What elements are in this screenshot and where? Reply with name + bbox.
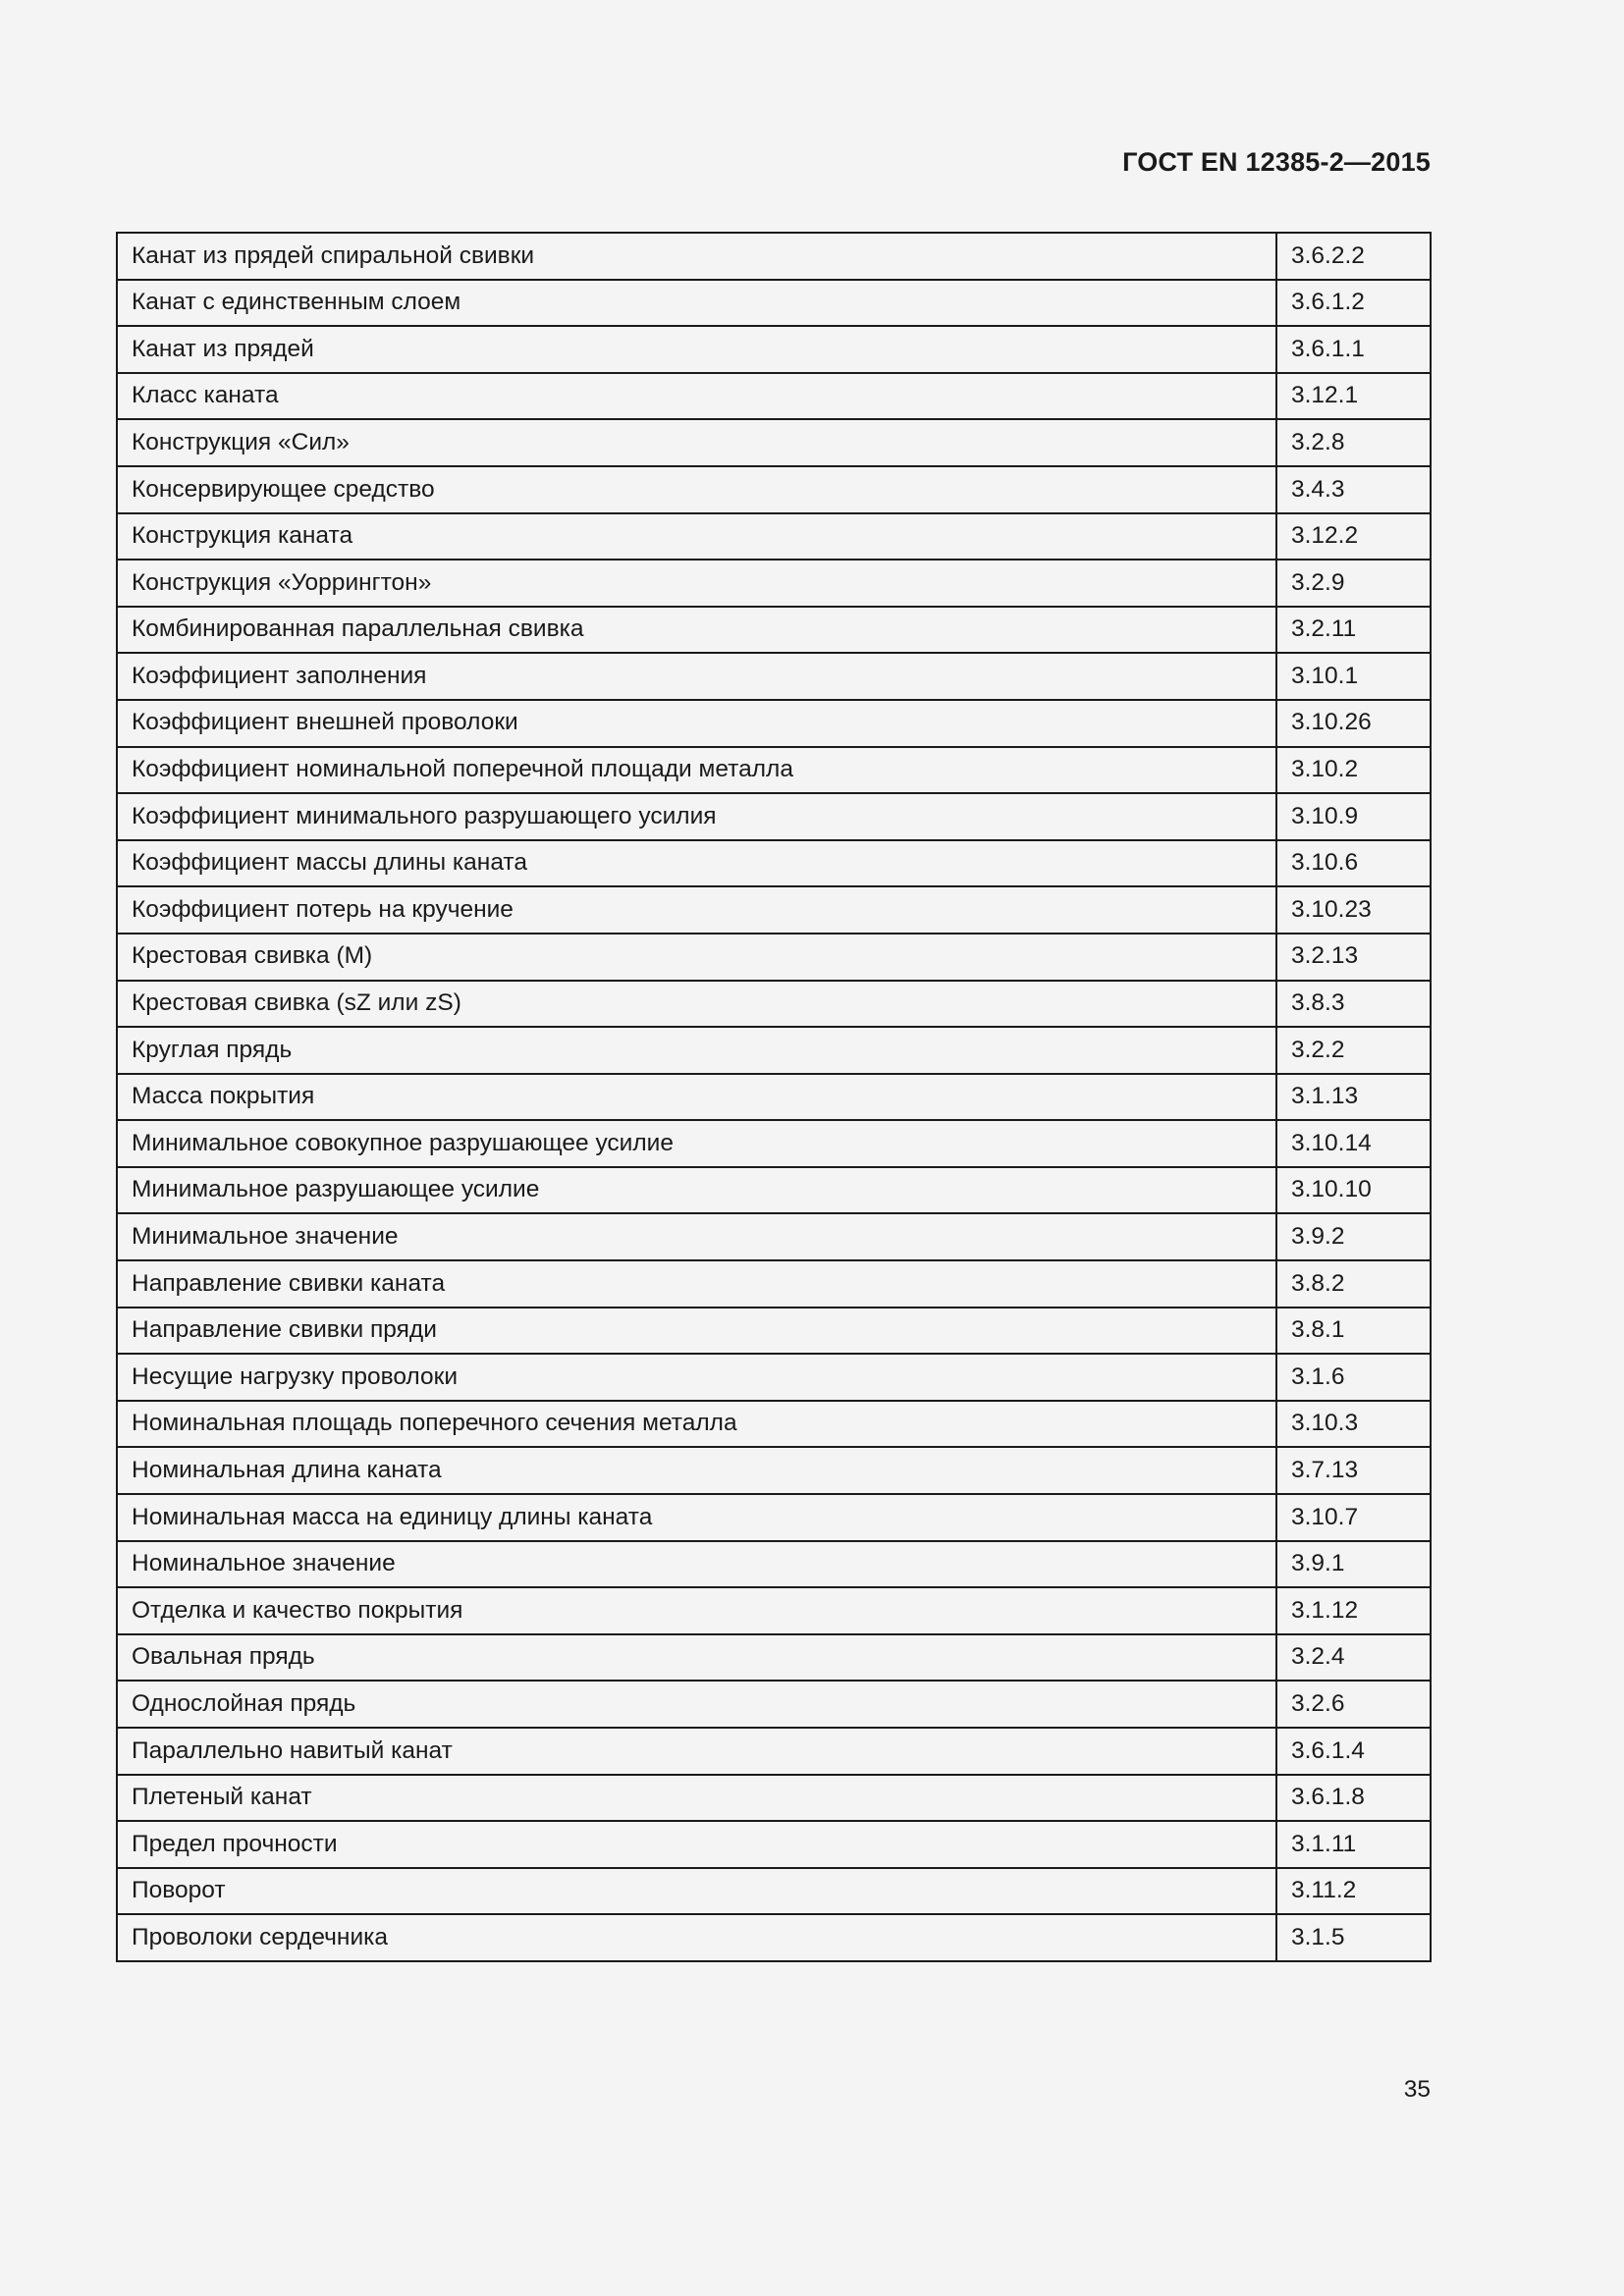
clause-reference-cell: 3.6.1.4 (1276, 1728, 1431, 1775)
terms-index-body (117, 233, 1431, 1961)
table-row (117, 466, 1431, 513)
term-cell: Проволоки сердечника (117, 1914, 1276, 1961)
term-cell: Параллельно навитый канат (117, 1728, 1276, 1775)
table-row (117, 607, 1431, 654)
clause-reference-cell: 3.2.2 (1276, 1027, 1431, 1074)
table-row (117, 1260, 1431, 1308)
table-row (117, 1401, 1431, 1448)
clause-reference-cell: 3.6.1.1 (1276, 326, 1431, 373)
clause-reference-cell: 3.1.11 (1276, 1821, 1431, 1868)
term-cell: Коэффициент номинальной поперечной площади металла (117, 747, 1276, 794)
term-cell: Масса покрытия (117, 1074, 1276, 1121)
term-cell: Направление свивки пряди (117, 1308, 1276, 1355)
document-code: ГОСТ EN 12385-2—2015 (1122, 147, 1431, 177)
clause-reference-cell: 3.6.2.2 (1276, 233, 1431, 280)
table-row (117, 1308, 1431, 1355)
clause-reference-cell: 3.12.2 (1276, 513, 1431, 561)
table-row (117, 1447, 1431, 1494)
term-cell: Коэффициент заполнения (117, 653, 1276, 700)
clause-reference-cell: 3.8.1 (1276, 1308, 1431, 1355)
clause-reference-cell: 3.2.11 (1276, 607, 1431, 654)
term-cell: Круглая прядь (117, 1027, 1276, 1074)
table-row (117, 233, 1431, 280)
clause-reference-cell: 3.1.6 (1276, 1354, 1431, 1401)
table-row (117, 1728, 1431, 1775)
clause-reference-cell: 3.6.1.2 (1276, 280, 1431, 327)
table-row (117, 981, 1431, 1028)
clause-reference-cell: 3.10.26 (1276, 700, 1431, 747)
clause-reference-cell: 3.10.6 (1276, 840, 1431, 887)
table-row (117, 886, 1431, 934)
table-row (117, 793, 1431, 840)
clause-reference-cell: 3.1.12 (1276, 1587, 1431, 1634)
term-cell: Канат из прядей (117, 326, 1276, 373)
term-cell: Коэффициент внешней проволоки (117, 700, 1276, 747)
term-cell: Направление свивки каната (117, 1260, 1276, 1308)
clause-reference-cell: 3.9.2 (1276, 1213, 1431, 1260)
term-cell: Плетеный канат (117, 1775, 1276, 1822)
term-cell: Коэффициент минимального разрушающего усилия (117, 793, 1276, 840)
term-cell: Конструкция каната (117, 513, 1276, 561)
table-row (117, 513, 1431, 561)
table-row (117, 1681, 1431, 1728)
table-row (117, 1074, 1431, 1121)
term-cell: Канат с единственным слоем (117, 280, 1276, 327)
term-cell: Конструкция «Сил» (117, 419, 1276, 466)
clause-reference-cell: 3.10.3 (1276, 1401, 1431, 1448)
clause-reference-cell: 3.2.6 (1276, 1681, 1431, 1728)
clause-reference-cell: 3.6.1.8 (1276, 1775, 1431, 1822)
table-row (117, 373, 1431, 420)
table-row (117, 934, 1431, 981)
table-row (117, 653, 1431, 700)
term-cell: Коэффициент массы длины каната (117, 840, 1276, 887)
table-row (117, 1587, 1431, 1634)
term-cell: Минимальное значение (117, 1213, 1276, 1260)
table-row (117, 560, 1431, 607)
table-row (117, 1167, 1431, 1214)
term-cell: Крестовая свивка (sZ или zS) (117, 981, 1276, 1028)
table-row (117, 1541, 1431, 1588)
term-cell: Конструкция «Уоррингтон» (117, 560, 1276, 607)
clause-reference-cell: 3.2.13 (1276, 934, 1431, 981)
table-row (117, 1775, 1431, 1822)
clause-reference-cell: 3.10.9 (1276, 793, 1431, 840)
clause-reference-cell: 3.10.14 (1276, 1120, 1431, 1167)
table-row (117, 1868, 1431, 1915)
term-cell: Овальная прядь (117, 1634, 1276, 1682)
clause-reference-cell: 3.9.1 (1276, 1541, 1431, 1588)
table-row (117, 1494, 1431, 1541)
clause-reference-cell: 3.10.23 (1276, 886, 1431, 934)
table-row (117, 1634, 1431, 1682)
term-cell: Коэффициент потерь на кручение (117, 886, 1276, 934)
clause-reference-cell: 3.10.7 (1276, 1494, 1431, 1541)
term-cell: Предел прочности (117, 1821, 1276, 1868)
clause-reference-cell: 3.8.3 (1276, 981, 1431, 1028)
term-cell: Поворот (117, 1868, 1276, 1915)
term-cell: Несущие нагрузку проволоки (117, 1354, 1276, 1401)
clause-reference-cell: 3.2.9 (1276, 560, 1431, 607)
clause-reference-cell: 3.8.2 (1276, 1260, 1431, 1308)
terms-index-table (116, 232, 1432, 1962)
clause-reference-cell: 3.11.2 (1276, 1868, 1431, 1915)
table-row (117, 747, 1431, 794)
table-row (117, 1354, 1431, 1401)
table-row (117, 700, 1431, 747)
term-cell: Номинальное значение (117, 1541, 1276, 1588)
clause-reference-cell: 3.10.2 (1276, 747, 1431, 794)
table-row (117, 1213, 1431, 1260)
table-row (117, 840, 1431, 887)
table-row (117, 1914, 1431, 1961)
term-cell: Класс каната (117, 373, 1276, 420)
table-row (117, 419, 1431, 466)
term-cell: Минимальное разрушающее усилие (117, 1167, 1276, 1214)
table-row (117, 1120, 1431, 1167)
term-cell: Комбинированная параллельная свивка (117, 607, 1276, 654)
clause-reference-cell: 3.2.8 (1276, 419, 1431, 466)
table-row (117, 1027, 1431, 1074)
clause-reference-cell: 3.10.10 (1276, 1167, 1431, 1214)
term-cell: Номинальная площадь поперечного сечения металла (117, 1401, 1276, 1448)
clause-reference-cell: 3.2.4 (1276, 1634, 1431, 1682)
clause-reference-cell: 3.4.3 (1276, 466, 1431, 513)
term-cell: Минимальное совокупное разрушающее усилие (117, 1120, 1276, 1167)
table-row (117, 1821, 1431, 1868)
clause-reference-cell: 3.12.1 (1276, 373, 1431, 420)
term-cell: Однослойная прядь (117, 1681, 1276, 1728)
clause-reference-cell: 3.1.13 (1276, 1074, 1431, 1121)
term-cell: Номинальная длина каната (117, 1447, 1276, 1494)
table-row (117, 280, 1431, 327)
clause-reference-cell: 3.10.1 (1276, 653, 1431, 700)
clause-reference-cell: 3.7.13 (1276, 1447, 1431, 1494)
term-cell: Канат из прядей спиральной свивки (117, 233, 1276, 280)
term-cell: Крестовая свивка (М) (117, 934, 1276, 981)
term-cell: Консервирующее средство (117, 466, 1276, 513)
clause-reference-cell: 3.1.5 (1276, 1914, 1431, 1961)
term-cell: Номинальная масса на единицу длины каната (117, 1494, 1276, 1541)
page-number: 35 (1403, 2076, 1431, 2103)
table-row (117, 326, 1431, 373)
term-cell: Отделка и качество покрытия (117, 1587, 1276, 1634)
